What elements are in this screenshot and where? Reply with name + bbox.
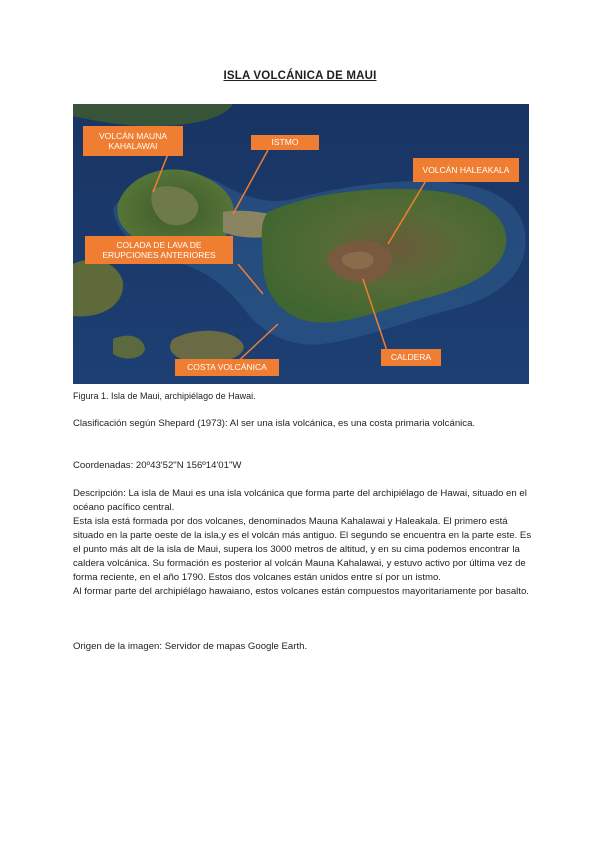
origen-paragraph: Origen de la imagen: Servidor de mapas Google Earth. xyxy=(73,641,308,652)
clasificacion-paragraph: Clasificación según Shepard (1973): Al ser una isla volcánica, es una costa primaria volcánica. xyxy=(73,418,476,429)
coordenadas-paragraph: Coordenadas: 20º43'52"N 156º14'01"W xyxy=(73,460,242,471)
callout-volcan-haleakala: VOLCÁN HALEAKALA xyxy=(413,158,519,182)
descripcion-paragraph-2: Esta isla está formada por dos volcanes, denominados Mauna Kahalawai y Haleakala. El primero está situado en la parte oeste de la isla,y es el volcán más antiguo. El segundo se encuentra en la parte este. Es el punto más alt de la isla de Maui, supera los 3000 metros de altitud, y en su cima podemos encontrar la caldera volcánica. Su formación es posterior al volcán Mauna Kahalawai, y estuvo activo por última vez de forma reciente, en el año 1790. Estos dos volcanes están unidos entre sí por un istmo. xyxy=(73,516,532,583)
descripcion-paragraph-1: Descripción: La isla de Maui es una isla volcánica que forma parte del archipiélago de Hawai, situado en el océano pacífico central. xyxy=(73,488,527,513)
callout-costa-volcanica: COSTA VOLCÁNICA xyxy=(175,359,279,376)
descripcion-block xyxy=(73,487,533,599)
document-title: ISLA VOLCÁNICA DE MAUI xyxy=(223,70,377,82)
callout-volcan-mauna-kahalawai: VOLCÁN MAUNA KAHALAWAI xyxy=(83,126,183,156)
callout-istmo: ISTMO xyxy=(251,135,319,150)
callout-caldera: CALDERA xyxy=(381,349,441,366)
callout-colada-de-lava: COLADA DE LAVA DE ERUPCIONES ANTERIORES xyxy=(85,236,233,264)
figure-caption: Figura 1. Isla de Maui, archipiélago de Hawai. xyxy=(73,391,256,401)
maui-satellite-figure xyxy=(73,104,529,384)
descripcion-paragraph-3: Al formar parte del archipiélago hawaiano, estos volcanes están compuestos mayoritariamente por basalto. xyxy=(73,586,529,597)
